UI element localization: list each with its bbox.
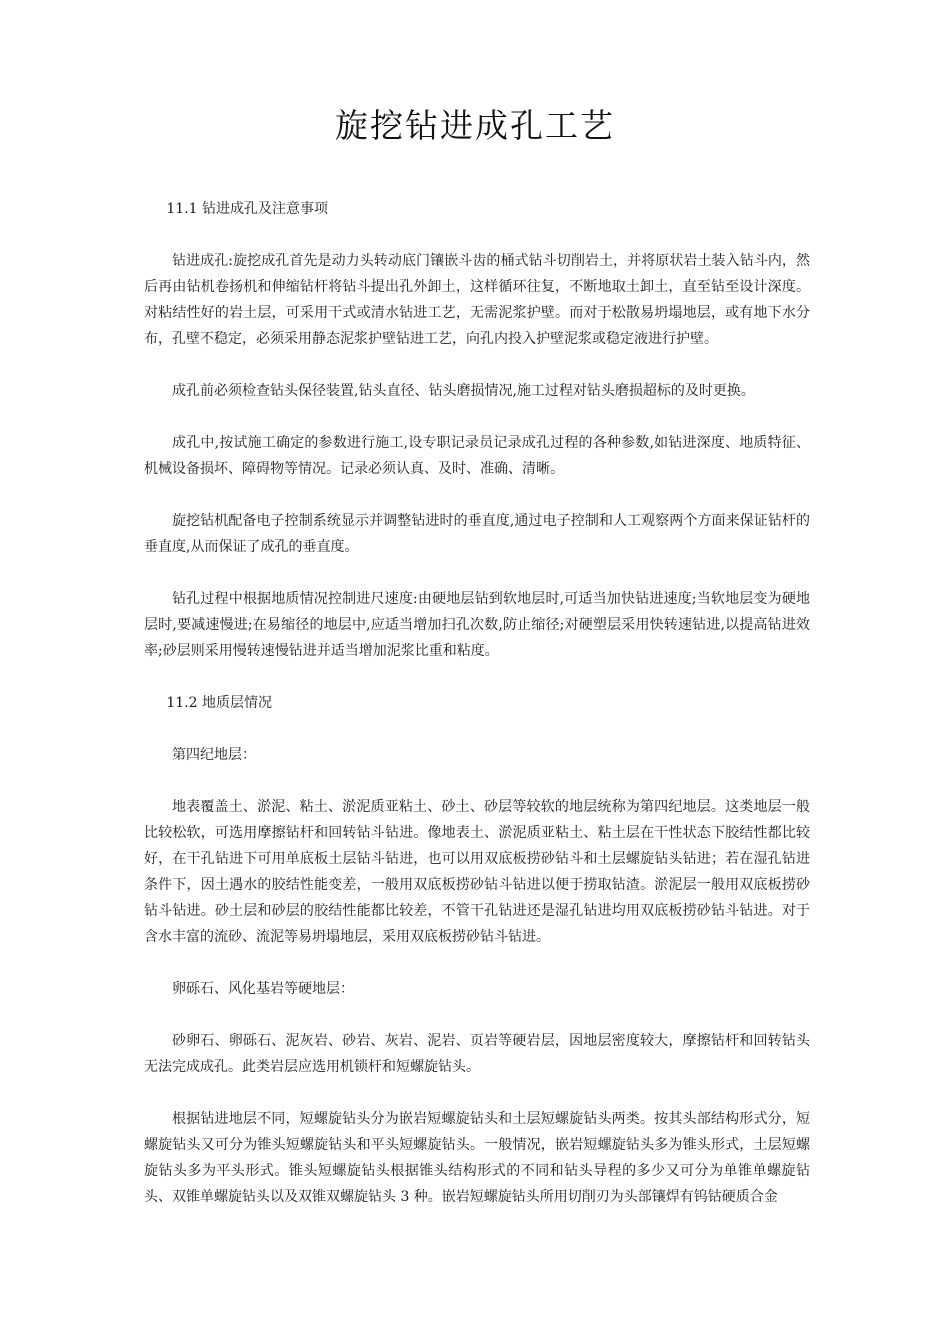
section-heading: 11.2 地质层情况 (166, 695, 273, 711)
subheading: 卵砾石、风化基岩等硬地层： (172, 981, 354, 997)
paragraph: 钻进成孔:旋挖成孔首先是动力头转动底门镶嵌斗齿的桶式钻斗切削岩土，并将原状岩土装入钻斗内，然后再由钻机卷扬机和伸缩钻杆将钻斗提出孔外卸土，这样循环往复，不断地取土卸土，直至钻至设计深度。对粘结性好的岩土层，可采用干式或清水钻进工艺，无需泥浆护壁。而对于松散易坍塌地层，或有地下水分布，孔壁不稳定，必须采用静态泥浆护壁钻进工艺，向孔内投入护壁泥浆或稳定液进行护壁。 (144, 253, 810, 347)
document-title: 旋挖钻进成孔工艺 (335, 106, 615, 145)
subheading: 第四纪地层： (172, 747, 256, 763)
paragraph: 成孔中,按试施工确定的参数进行施工,设专职记录员记录成孔过程的各种参数,如钻进深度、地质特征、机械设备损坏、障碍物等情况。记录必须认真、及时、准确、清晰。 (144, 435, 810, 477)
document-body (144, 196, 810, 1236)
section-heading: 11.1 钻进成孔及注意事项 (166, 201, 329, 217)
paragraph: 成孔前必须检查钻头保径装置,钻头直径、钻头磨损情况,施工过程对钻头磨损超标的及时更换。 (172, 383, 755, 399)
paragraph: 地表覆盖土、淤泥、粘土、淤泥质亚粘土、砂土、砂层等较软的地层统称为第四纪地层。这类地层一般比较松软，可选用摩擦钻杆和回转钻斗钻进。像地表土、淤泥质亚粘土、粘土层在干性状态下胶结性都比较好，在干孔钻进下可用单底板土层钻斗钻进，也可以用双底板捞砂钻斗和土层螺旋钻头钻进；若在湿孔钻进条件下，因土遇水的胶结性能变差，一般用双底板捞砂钻斗钻进以便于捞取钻渣。淤泥层一般用双底板捞砂钻斗钻进。砂土层和砂层的胶结性能都比较差，不管干孔钻进还是湿孔钻进均用双底板捞砂钻斗钻进。对于含水丰富的流砂、流泥等易坍塌地层，采用双底板捞砂钻斗钻进。 (144, 799, 810, 945)
paragraph: 砂卵石、卵砾石、泥灰岩、砂岩、灰岩、泥岩、页岩等硬岩层，因地层密度较大，摩擦钻杆和回转钻头无法完成成孔。此类岩层应选用机锁杆和短螺旋钻头。 (144, 1033, 810, 1075)
paragraph: 旋挖钻机配备电子控制系统显示并调整钻进时的垂直度,通过电子控制和人工观察两个方面来保证钻杆的垂直度,从而保证了成孔的垂直度。 (144, 513, 810, 555)
paragraph: 钻孔过程中根据地质情况控制进尺速度:由硬地层钻到软地层时,可适当加快钻进速度;当软地层变为硬地层时,要减速慢进;在易缩径的地层中,应适当增加扫孔次数,防止缩径;对硬塑层采用快转速钻进,以提高钻进效率;砂层则采用慢转速慢钻进并适当增加泥浆比重和粘度。 (144, 591, 810, 659)
paragraph: 根据钻进地层不同，短螺旋钻头分为嵌岩短螺旋钻头和土层短螺旋钻头两类。按其头部结构形式分，短螺旋钻头又可分为锥头短螺旋钻头和平头短螺旋钻头。一般情况，嵌岩短螺旋钻头多为锥头形式，土层短螺旋钻头多为平头形式。锥头短螺旋钻头根据锥头结构形式的不同和钻头导程的多少又可分为单锥单螺旋钻头、双锥单螺旋钻头以及双锥双螺旋钻头 3 种。嵌岩短螺旋钻头所用切削刃为头部镶焊有钨钴硬质合金 (144, 1111, 810, 1205)
